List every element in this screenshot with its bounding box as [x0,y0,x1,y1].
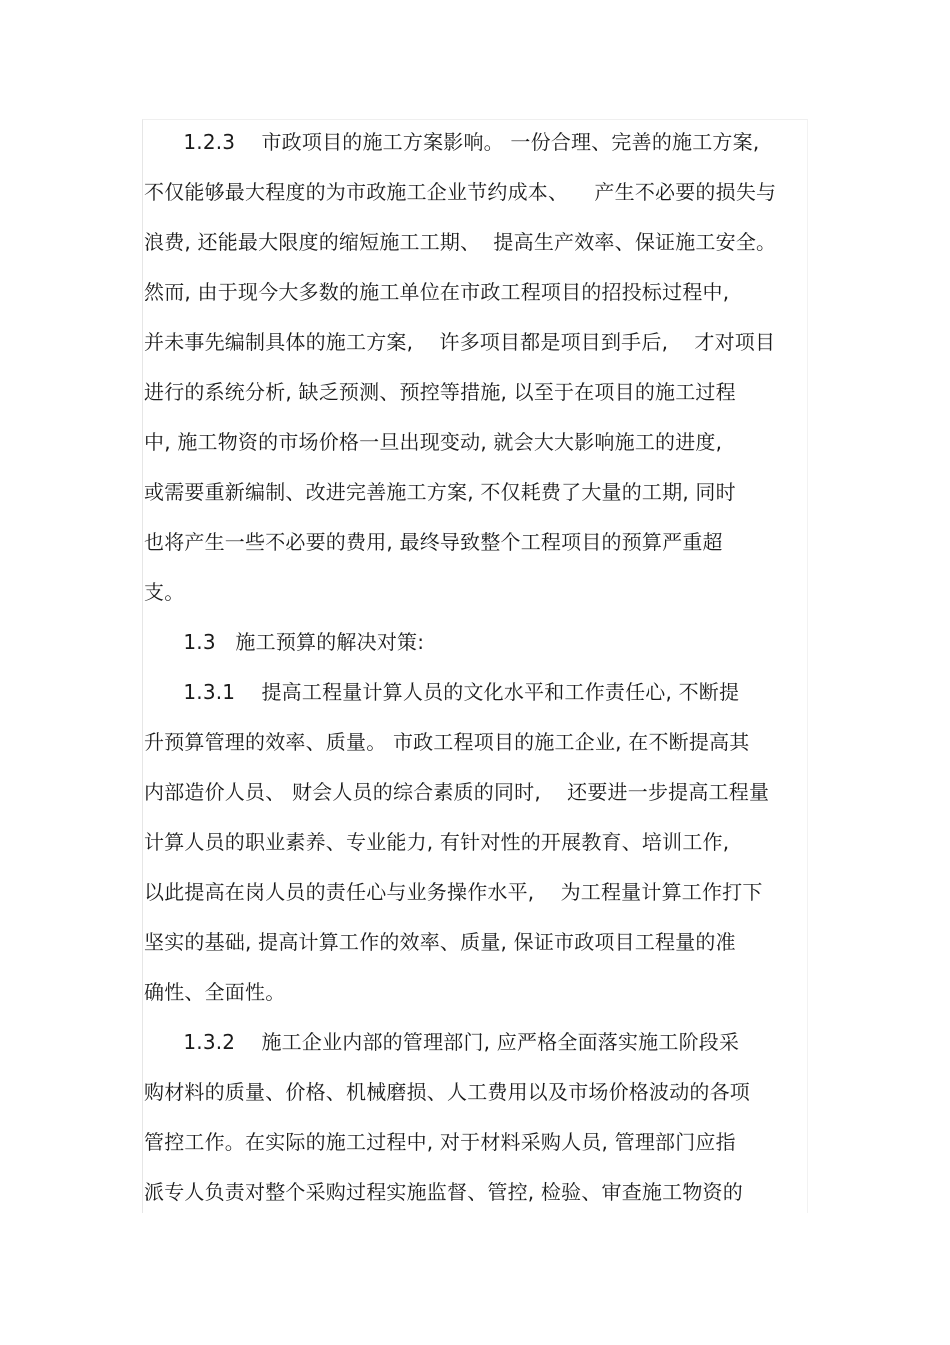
text-line: 确性、全面性。 [144,980,286,1004]
text-line: 中, 施工物资的市场价格一旦出现变动, 就会大大影响施工的进度, [144,430,723,454]
section-1-2-3-heading-line: 1.2.3 市政项目的施工方案影响。 一份合理、完善的施工方案, [144,130,760,154]
section-1-3-1-heading-line: 1.3.1 提高工程量计算人员的文化水平和工作责任心, 不断提 [144,680,740,704]
text-line: 然而, 由于现今大多数的施工单位在市政工程项目的招投标过程中, [144,280,730,304]
text-line: 不仅能够最大程度的为市政施工企业节约成本、 产生不必要的损失与 [144,180,777,204]
text-line: 计算人员的职业素养、专业能力, 有针对性的开展教育、培训工作, [144,830,730,854]
text-line: 升预算管理的效率、质量。 市政工程项目的施工企业, 在不断提高其 [144,730,750,754]
text-line: 派专人负责对整个采购过程实施监督、管控, 检验、审查施工物资的 [144,1180,743,1204]
text-line: 进行的系统分析, 缺乏预测、预控等措施, 以至于在项目的施工过程 [144,380,736,404]
text-line: 内部造价人员、 财会人员的综合素质的同时, 还要进一步提高工程量 [144,780,770,804]
text-line: 也将产生一些不必要的费用, 最终导致整个工程项目的预算严重超 [144,530,723,554]
text-line: 坚实的基础, 提高计算工作的效率、质量, 保证市政项目工程量的准 [144,930,736,954]
text-line: 或需要重新编制、改进完善施工方案, 不仅耗费了大量的工期, 同时 [144,480,736,504]
text-line: 支。 [144,580,185,604]
section-1-3-heading-line: 1.3 施工预算的解决对策: [144,630,425,654]
text-line: 购材料的质量、价格、机械磨损、人工费用以及市场价格波动的各项 [144,1080,750,1104]
text-line: 以此提高在岗人员的责任心与业务操作水平, 为工程量计算工作打下 [144,880,763,904]
text-line: 浪费, 还能最大限度的缩短施工工期、 提高生产效率、保证施工安全。 [144,230,777,254]
text-line: 管控工作。在实际的施工过程中, 对于材料采购人员, 管理部门应指 [144,1130,736,1154]
section-1-3-2-heading-line: 1.3.2 施工企业内部的管理部门, 应严格全面落实施工阶段采 [144,1030,740,1054]
document-body [144,117,824,1217]
text-line: 并未事先编制具体的施工方案, 许多项目都是项目到手后, 才对项目 [144,330,776,354]
